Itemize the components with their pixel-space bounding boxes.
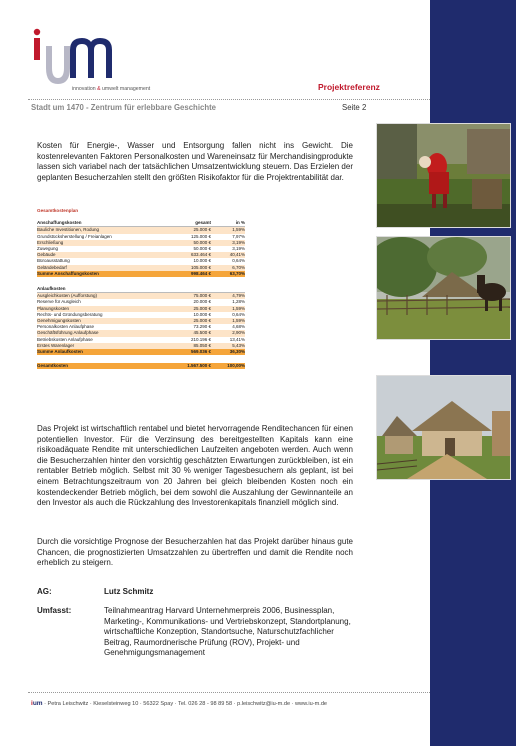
table-sum-row: Summe Anlaufkosten 569.036 € 36,30%: [37, 349, 245, 355]
table-row: Rechts- und Gründungsberatung 10.000 € 0,64%: [37, 311, 245, 317]
table-row: Personalkosten Anlaufphase 73.290 € 4,68%: [37, 324, 245, 330]
table-row: Erschließung 50.000 € 3,19%: [37, 239, 245, 245]
table-sum-row: Summe Anschaffungskosten 998.464 € 63,70%: [37, 270, 245, 276]
photo-horse-fence: [376, 236, 511, 340]
ag-value: Lutz Schmitz: [104, 587, 154, 596]
table-header-row: Anlaufkosten: [37, 286, 245, 293]
footer-brand: ium: [31, 700, 43, 707]
footer: [31, 700, 327, 707]
table-row: Betriebskosten Anlaufphase 210.196 € 13,41%: [37, 336, 245, 342]
table-header-row: Anschaffungskosten gesamt in %: [37, 220, 245, 227]
projektreferenz-label: Projektreferenz: [318, 82, 380, 92]
table-row: Bauliche Investitionen, Rodung 25.000 € 1,59%: [37, 227, 245, 233]
footer-divider: [28, 692, 430, 693]
paragraph-costs-intro: Kosten für Energie-, Wasser und Entsorgung fallen nicht ins Gewicht. Die kostenrelevanten Faktoren Personalkosten und Wareneinsatz für Merchandisingprodukte lassen sich variabel nach der tatsächlichen Umsatzentwicklung steuern. Das Erzielen der geplanten Besucherzahlen stellt den größten Risikofaktor für die Projektrentabilität dar.: [37, 141, 353, 182]
logo-tagline: innovation & umwelt management: [72, 86, 151, 92]
table-row: Geschäftsführung Anlaufphase 45.500 € 2,90%: [37, 330, 245, 336]
table-row: Büroausstattung 10.000 € 0,64%: [37, 258, 245, 264]
table-grand-total-row: Gesamtkosten 1.567.500 € 100,00%: [37, 363, 245, 369]
photo-village-houses: [376, 375, 511, 480]
ag-label: AG:: [37, 587, 52, 596]
table-row: Genehmigungskosten 25.000 € 1,59%: [37, 318, 245, 324]
footer-contact: · Petra Leischwitz · Kieselsteinweg 10 · 56322 Spay · Tel. 026 28 - 98 89 58 · p.leischwitz@iu-m.de · www.iu-m.de: [42, 701, 328, 707]
table-row: Planungskosten 25.000 € 1,59%: [37, 305, 245, 311]
table-row: Geländebedarf 105.000 € 6,70%: [37, 264, 245, 270]
table-row: Zuwegung 50.000 € 3,19%: [37, 246, 245, 252]
paragraph-outlook: Durch die vorsichtige Prognose der Besucherzahlen hat das Projekt darüber hinaus gute Chancen, die prognostizierten Umsatzzahlen zu übertreffen und damit die Rendite noch erheblich zu steigern.: [37, 537, 353, 568]
umfasst-label: Umfasst:: [37, 606, 72, 615]
cost-table-title: Gesamtkostenplan: [37, 208, 79, 213]
table-row: Grundstücksherstellung / Freianlagen 125.000 € 7,97%: [37, 233, 245, 239]
cost-table: [37, 208, 245, 369]
paragraph-profitability: Das Projekt ist wirtschaftlich rentabel und bietet hervorragende Renditechancen für einen potentiellen Investor. Für die Verzinsung des bereitgestellten Kapitals kann eine risikoadäquate Rendite mit unterschiedlichen Laufzeiten angeboten werden. Auch wenn die Besucherzahlen hinter den vorsichtig geschätzten Erwartungen zurückbleiben, ist ein rentabler Betrieb möglich. Selbst mit 30 % weniger Tagesbesuchern als geplant, ist bei einem Betrachtungszeitraum von 20 Jahren bei gleich bleibenden Kosten noch ein kostendeckender Betrieb möglich, bei dem sowohl die Auszahlung der Gewinnanteile an den Investor als auch die Rückzahlung des Investorenkapitals finanziell möglich sind.: [37, 424, 353, 508]
page-title: Stadt um 1470 - Zentrum für erlebbare Geschichte: [31, 103, 217, 112]
header-divider: [28, 99, 430, 100]
page-number: Seite 2: [342, 103, 367, 112]
table-row: Ausgleichkosten (Aufforstung) 75.000 € 4,79%: [37, 293, 245, 299]
navy-side-band: [430, 0, 516, 746]
umfasst-value: Teilnahmeantrag Harvard Unternehmerpreis 2006, Businessplan, Marketing-, Kommunikations- und Vertriebskonzept, Standortplanung, wirtschaftliche Konzeption, Standortsuche, Naturschutzfachlicher Beitrag, Raumordnerische Prüfung (ROV), Projekt- und Genehmigungsmanagement: [104, 606, 351, 658]
photo-woman-garden: [376, 123, 511, 228]
table-row: Gebäude 633.464 € 40,41%: [37, 252, 245, 258]
table-row: Reserve für Ausgleich 20.000 € 1,28%: [37, 299, 245, 305]
table-row: Erstes Warenlager 85.050 € 5,43%: [37, 342, 245, 348]
